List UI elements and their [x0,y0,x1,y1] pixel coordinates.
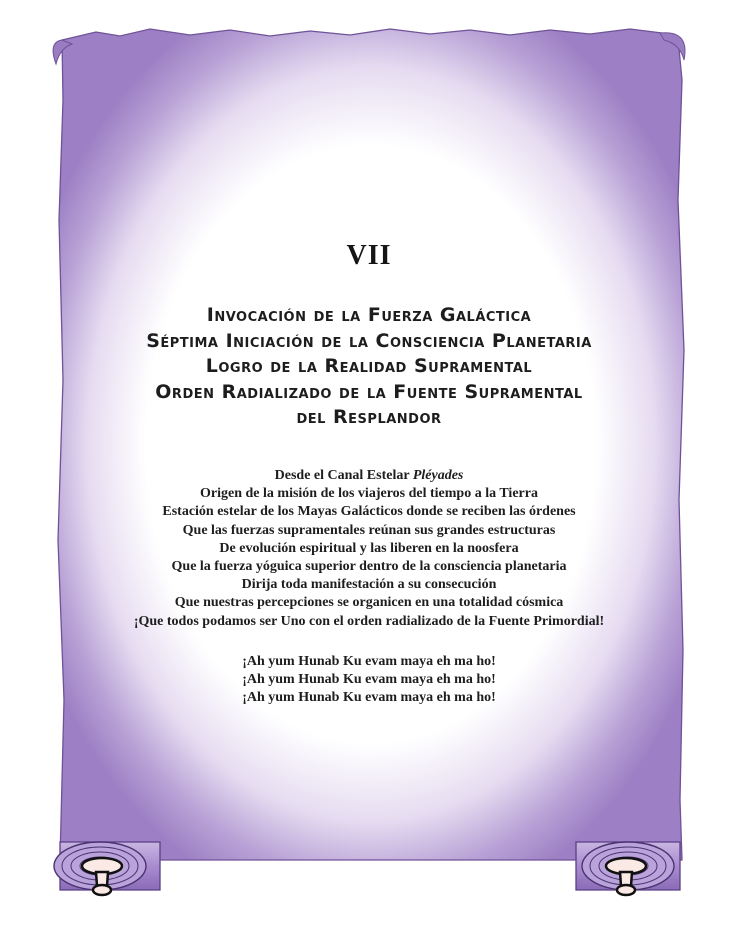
invocation-line-3: Estación estelar de los Mayas Galácticos donde se reciben las órdenes [162,504,576,520]
star-channel-name: Pléyades [412,468,464,483]
invocation-line-6: Que la fuerza yóguica superior dentro de la consciencia planetaria [171,559,567,575]
mantra-line-2: ¡Ah yum Hunab Ku evam maya eh ma ho! [242,672,496,688]
invocation-line-4: Que las fuerzas supramentales reúnan sus grandes estructuras [182,522,556,538]
invocation-line-7: Dirija toda manifestación a su consecución [241,577,497,593]
title-line-5: del Resplandor [296,406,442,428]
title-line-2: Séptima Iniciación de la Consciencia Planetaria [146,329,592,352]
chapter-number: VII [346,240,392,271]
invocation-line-1-prefix: Desde el Canal Estelar [274,468,413,483]
title-block [60,303,678,431]
invocation-line-5: De evolución espiritual y las liberen en la noosfera [219,540,519,556]
mantra-line-3: ¡Ah yum Hunab Ku evam maya eh ma ho! [242,690,496,706]
invocation-line-8: Que nuestras percepciones se organicen en una totalidad cósmica [174,595,564,611]
title-line-3: Logro de la Realidad Supramental [205,355,533,377]
invocation-text [60,467,678,631]
parchment-sheet [58,29,684,860]
invocation-line-1 [60,467,678,485]
title-line-1: Invocación de la Fuerza Galáctica [206,304,532,326]
title-line-4: Orden Radializado de la Fuente Supramental [155,380,583,403]
mantra-block [60,653,678,708]
invocation-line-2: Origen de la misión de los viajeros del tiempo a la Tierra [200,486,538,502]
mantra-line-1: ¡Ah yum Hunab Ku evam maya eh ma ho! [242,654,496,669]
invocation-line-9: ¡Que todos podamos ser Uno con el orden radializado de la Fuente Primordial! [133,613,605,629]
